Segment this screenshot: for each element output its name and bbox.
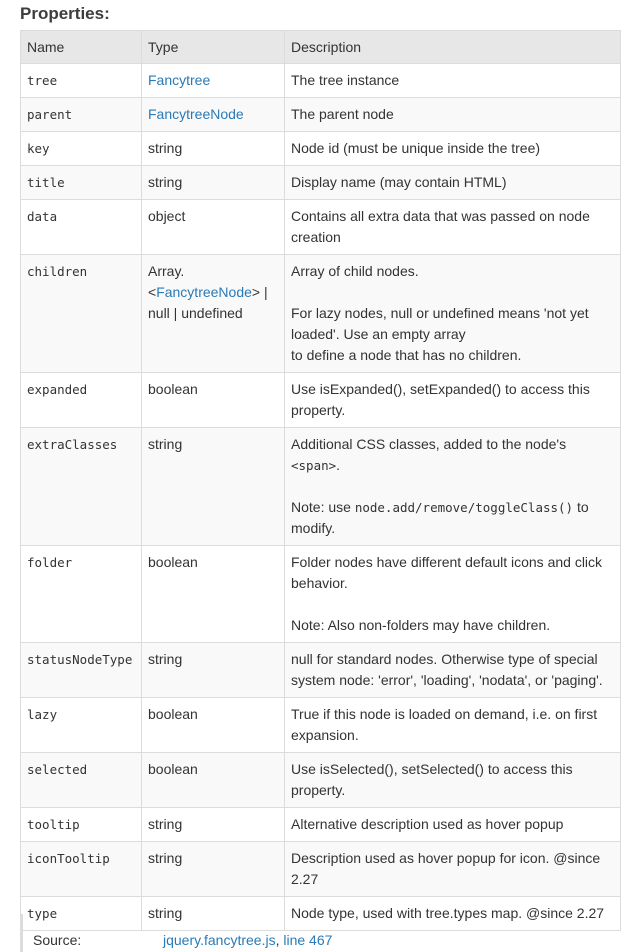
property-name: selected — [21, 753, 142, 808]
source-value — [163, 932, 332, 948]
property-type: string — [142, 842, 285, 897]
property-description: The parent node — [285, 98, 621, 132]
property-description: Contains all extra data that was passed on node creation — [285, 200, 621, 255]
table-row — [21, 546, 621, 643]
property-description — [285, 428, 621, 546]
description-text: Note: use — [291, 499, 351, 515]
source-info — [20, 914, 623, 952]
table-row — [21, 255, 621, 373]
property-name: key — [21, 132, 142, 166]
table-row — [21, 842, 621, 897]
description-paragraph — [291, 434, 614, 476]
description-text: to modify. — [291, 499, 589, 536]
property-type: string — [142, 166, 285, 200]
description-paragraph — [291, 303, 614, 366]
property-name: lazy — [21, 698, 142, 753]
table-row — [21, 166, 621, 200]
code-snippet: <span> — [291, 458, 337, 473]
property-description: null for standard nodes. Otherwise type of special system node: 'error', 'loading', 'nodata', or 'paging'. — [285, 643, 621, 698]
description-paragraph: Folder nodes have different default icons and click behavior. — [291, 554, 603, 591]
property-description: True if this node is loaded on demand, i.e. on first expansion. — [285, 698, 621, 753]
property-description: Description used as hover popup for icon. @since 2.27 — [285, 842, 621, 897]
table-row — [21, 753, 621, 808]
code-snippet: node.add/remove/toggleClass() — [354, 500, 574, 515]
property-description: Alternative description used as hover popup — [285, 808, 621, 842]
property-name: tooltip — [21, 808, 142, 842]
property-type: string — [142, 132, 285, 166]
type-link-fancytreenode[interactable]: FancytreeNode — [148, 106, 244, 122]
properties-table — [20, 30, 621, 931]
table-row — [21, 200, 621, 255]
table-row — [21, 643, 621, 698]
table-row — [21, 98, 621, 132]
property-name: iconTooltip — [21, 842, 142, 897]
column-header-description: Description — [285, 31, 621, 64]
property-type — [142, 64, 285, 98]
description-text: For lazy nodes, null or undefined means 'not yet loaded'. Use an empty array — [291, 305, 589, 342]
table-row — [21, 132, 621, 166]
property-name: extraClasses — [21, 428, 142, 546]
property-description — [285, 255, 621, 373]
property-name: folder — [21, 546, 142, 643]
property-description: Display name (may contain HTML) — [285, 166, 621, 200]
property-description: Use isSelected(), setSelected() to access this property. — [285, 753, 621, 808]
column-header-name: Name — [21, 31, 142, 64]
property-name: tree — [21, 64, 142, 98]
property-type: boolean — [142, 546, 285, 643]
property-type: string — [142, 897, 285, 931]
property-type: boolean — [142, 698, 285, 753]
property-type: string — [142, 428, 285, 546]
table-row — [21, 698, 621, 753]
description-paragraph: Array of child nodes. — [291, 263, 419, 279]
property-type: string — [142, 643, 285, 698]
type-text: < — [148, 284, 157, 300]
property-type: boolean — [142, 753, 285, 808]
property-description: Node id (must be unique inside the tree) — [285, 132, 621, 166]
property-type: string — [142, 808, 285, 842]
source-file-link[interactable]: jquery.fancytree.js — [163, 932, 276, 948]
property-name: title — [21, 166, 142, 200]
type-text: > | — [251, 284, 268, 300]
table-header-row — [21, 31, 621, 64]
source-line-link[interactable]: line 467 — [283, 932, 333, 948]
source-separator: , — [275, 932, 280, 948]
property-description: Node type, used with tree.types map. @since 2.27 — [285, 897, 621, 931]
description-text: Additional CSS classes, added to the node's — [291, 436, 567, 452]
column-header-type: Type — [142, 31, 285, 64]
table-row — [21, 64, 621, 98]
property-type: boolean — [142, 373, 285, 428]
type-text: null | undefined — [148, 305, 243, 321]
table-row — [21, 808, 621, 842]
description-text: . — [336, 457, 341, 473]
property-name: statusNodeType — [21, 643, 142, 698]
description-paragraph — [291, 497, 614, 539]
property-name: type — [21, 897, 142, 931]
property-name: parent — [21, 98, 142, 132]
property-name: expanded — [21, 373, 142, 428]
property-type — [142, 255, 285, 373]
type-link-fancytreenode[interactable]: FancytreeNode — [156, 284, 252, 300]
description-paragraph: Note: Also non-folders may have children. — [291, 617, 551, 633]
property-name: data — [21, 200, 142, 255]
description-text: to define a node that has no children. — [291, 347, 522, 363]
property-type: object — [142, 200, 285, 255]
property-description: Use isExpanded(), setExpanded() to access this property. — [285, 373, 621, 428]
source-label: Source: — [33, 932, 82, 948]
properties-heading: Properties: — [20, 4, 110, 23]
property-name: children — [21, 255, 142, 373]
table-row — [21, 428, 621, 546]
table-row — [21, 373, 621, 428]
type-text: Array. — [148, 263, 185, 279]
type-link-fancytree[interactable]: Fancytree — [148, 72, 211, 88]
property-type — [142, 98, 285, 132]
property-description — [285, 546, 621, 643]
property-description: The tree instance — [285, 64, 621, 98]
